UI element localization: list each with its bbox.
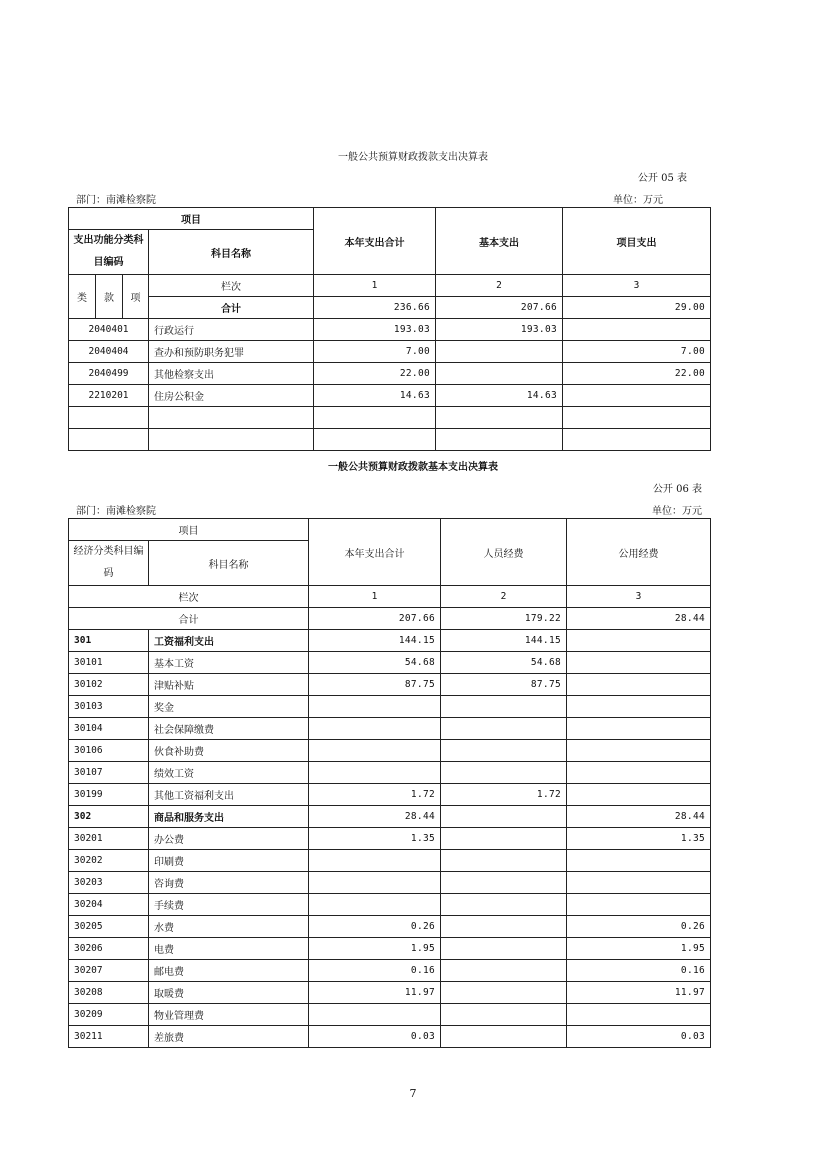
table05-header-xiang: 项: [123, 275, 149, 319]
row-basic: 193.03: [436, 319, 563, 341]
row-public: 11.97: [567, 982, 711, 1004]
table05-col2: 2: [436, 275, 563, 297]
table-row: [69, 960, 711, 982]
row-name: 手续费: [149, 894, 309, 916]
table05-header-lei: 类: [69, 275, 96, 319]
row-code: 30201: [69, 828, 149, 850]
row-name: 其他工资福利支出: [149, 784, 309, 806]
row-name: 行政运行: [149, 319, 314, 341]
row-public: [567, 850, 711, 872]
table06-title: 一般公共预算财政拨款基本支出决算表: [328, 462, 498, 473]
row-personnel: 1.72: [441, 784, 567, 806]
table-row: [69, 784, 711, 806]
row-total: [309, 718, 441, 740]
row-name: 取暖费: [149, 982, 309, 1004]
table06-sum-total: 207.66: [309, 608, 441, 630]
row-project: [563, 385, 711, 407]
row-name: 津贴补贴: [149, 674, 309, 696]
row-code: 30202: [69, 850, 149, 872]
row-public: [567, 696, 711, 718]
table-row: [69, 674, 711, 696]
table05-sum-project: 29.00: [563, 297, 711, 319]
page-number: 7: [409, 1087, 417, 1100]
row-code: 30208: [69, 982, 149, 1004]
row-personnel: 87.75: [441, 674, 567, 696]
row-name: 绩效工资: [149, 762, 309, 784]
row-public: 0.26: [567, 916, 711, 938]
row-total: 144.15: [309, 630, 441, 652]
table-row: [69, 652, 711, 674]
row-total: 0.16: [309, 960, 441, 982]
row-basic: 14.63: [436, 385, 563, 407]
row-public: 1.35: [567, 828, 711, 850]
table-row: [69, 850, 711, 872]
row-name: 印刷费: [149, 850, 309, 872]
table05-lanci: 栏次: [149, 275, 314, 297]
table05-sum-total: 236.66: [314, 297, 436, 319]
row-personnel: [441, 762, 567, 784]
row-code: 30199: [69, 784, 149, 806]
row-name: 住房公积金: [149, 385, 314, 407]
table06-code: 公开 06 表: [652, 484, 702, 495]
row-code: 2040401: [69, 319, 149, 341]
table06-unit: 单位：万元: [652, 506, 702, 517]
row-personnel: [441, 938, 567, 960]
table-row: [69, 938, 711, 960]
row-public: 0.16: [567, 960, 711, 982]
row-name: 电费: [149, 938, 309, 960]
table-row: [69, 696, 711, 718]
row-name: 基本工资: [149, 652, 309, 674]
table05-code: 公开 05 表: [637, 173, 687, 184]
table05-header-func-code: 支出功能分类科目编码: [69, 230, 149, 275]
row-total: 11.97: [309, 982, 441, 1004]
row-public: 28.44: [567, 806, 711, 828]
row-code: 30104: [69, 718, 149, 740]
row-total: [309, 740, 441, 762]
table06-col2: 2: [441, 586, 567, 608]
table-row: [69, 630, 711, 652]
row-public: [567, 630, 711, 652]
table-row: [69, 894, 711, 916]
table05-title: 一般公共预算财政拨款支出决算表: [338, 152, 488, 163]
table06-header-public: 公用经费: [567, 519, 711, 586]
table-row: [69, 319, 711, 341]
row-personnel: [441, 828, 567, 850]
table05-unit: 单位：万元: [613, 195, 663, 206]
row-public: 1.95: [567, 938, 711, 960]
table-row: [69, 363, 711, 385]
row-total: 54.68: [309, 652, 441, 674]
row-project: 22.00: [563, 363, 711, 385]
table05-header-project-exp: 项目支出: [563, 208, 711, 275]
row-code: 30209: [69, 1004, 149, 1026]
row-personnel: [441, 1004, 567, 1026]
row-total: 87.75: [309, 674, 441, 696]
table06-lanci: 栏次: [69, 586, 309, 608]
row-name: 物业管理费: [149, 1004, 309, 1026]
table-row-empty: [69, 407, 711, 429]
table05-header-basic: 基本支出: [436, 208, 563, 275]
row-personnel: [441, 806, 567, 828]
row-public: 0.03: [567, 1026, 711, 1048]
table-row-empty: [69, 429, 711, 451]
row-total: [309, 696, 441, 718]
table05-dept: 部门：南滩检察院: [76, 195, 156, 206]
row-total: 1.72: [309, 784, 441, 806]
row-personnel: 54.68: [441, 652, 567, 674]
table05-header-project: 项目: [69, 208, 314, 230]
row-public: [567, 740, 711, 762]
row-public: [567, 674, 711, 696]
row-public: [567, 894, 711, 916]
table06-sum-personnel: 179.22: [441, 608, 567, 630]
row-public: [567, 762, 711, 784]
row-name: 工资福利支出: [149, 630, 309, 652]
table05: [68, 207, 711, 451]
row-personnel: [441, 982, 567, 1004]
row-total: [309, 894, 441, 916]
row-total: [309, 872, 441, 894]
row-code: 30206: [69, 938, 149, 960]
table06-dept: 部门：南滩检察院: [76, 506, 156, 517]
row-personnel: [441, 872, 567, 894]
row-total: [309, 850, 441, 872]
row-name: 咨询费: [149, 872, 309, 894]
row-personnel: [441, 718, 567, 740]
table-row: [69, 341, 711, 363]
row-code: 30204: [69, 894, 149, 916]
table06-header-subject-name: 科目名称: [149, 541, 309, 586]
row-personnel: [441, 916, 567, 938]
row-personnel: [441, 850, 567, 872]
row-total: [309, 762, 441, 784]
row-code: 30205: [69, 916, 149, 938]
table05-header-subject-name: 科目名称: [149, 230, 314, 275]
row-personnel: [441, 960, 567, 982]
row-code: 2040404: [69, 341, 149, 363]
row-code: 301: [69, 630, 149, 652]
row-public: [567, 652, 711, 674]
row-name: 奖金: [149, 696, 309, 718]
table05-header-total: 本年支出合计: [314, 208, 436, 275]
table05-header-kuan: 款: [96, 275, 123, 319]
row-name: 差旅费: [149, 1026, 309, 1048]
row-total: 28.44: [309, 806, 441, 828]
table-row: [69, 762, 711, 784]
row-code: 30102: [69, 674, 149, 696]
row-code: 2210201: [69, 385, 149, 407]
row-basic: [436, 341, 563, 363]
row-total: 22.00: [314, 363, 436, 385]
table06-header-total: 本年支出合计: [309, 519, 441, 586]
table05-col1: 1: [314, 275, 436, 297]
table-row: [69, 828, 711, 850]
row-code: 30203: [69, 872, 149, 894]
row-total: 1.35: [309, 828, 441, 850]
table-row: [69, 718, 711, 740]
row-basic: [436, 363, 563, 385]
row-code: 302: [69, 806, 149, 828]
table06-col1: 1: [309, 586, 441, 608]
row-name: 办公费: [149, 828, 309, 850]
row-name: 商品和服务支出: [149, 806, 309, 828]
row-name: 水费: [149, 916, 309, 938]
row-code: 30106: [69, 740, 149, 762]
row-personnel: [441, 1026, 567, 1048]
table-row: [69, 740, 711, 762]
row-name: 查办和预防职务犯罪: [149, 341, 314, 363]
table06-sum-label: 合计: [69, 608, 309, 630]
table05-sum-label: 合计: [149, 297, 314, 319]
row-code: 30107: [69, 762, 149, 784]
table-row: [69, 916, 711, 938]
row-personnel: [441, 696, 567, 718]
row-public: [567, 784, 711, 806]
row-name: 社会保障缴费: [149, 718, 309, 740]
table05-col3: 3: [563, 275, 711, 297]
row-public: [567, 1004, 711, 1026]
table05-sum-basic: 207.66: [436, 297, 563, 319]
table06-header-project: 项目: [69, 519, 309, 541]
table-row: [69, 982, 711, 1004]
row-name: 伙食补助费: [149, 740, 309, 762]
row-code: 30103: [69, 696, 149, 718]
row-personnel: 144.15: [441, 630, 567, 652]
table06-col3: 3: [567, 586, 711, 608]
row-public: [567, 872, 711, 894]
row-name: 邮电费: [149, 960, 309, 982]
table-row: [69, 385, 711, 407]
row-total: [309, 1004, 441, 1026]
row-code: 30101: [69, 652, 149, 674]
table06-sum-public: 28.44: [567, 608, 711, 630]
row-personnel: [441, 894, 567, 916]
table-row: [69, 1026, 711, 1048]
table-row: [69, 806, 711, 828]
row-personnel: [441, 740, 567, 762]
row-code: 30207: [69, 960, 149, 982]
row-total: 1.95: [309, 938, 441, 960]
table06-header-econ-code: 经济分类科目编码: [69, 541, 149, 586]
row-total: 193.03: [314, 319, 436, 341]
row-total: 7.00: [314, 341, 436, 363]
row-project: [563, 319, 711, 341]
row-code: 2040499: [69, 363, 149, 385]
row-total: 14.63: [314, 385, 436, 407]
row-project: 7.00: [563, 341, 711, 363]
table-row: [69, 872, 711, 894]
row-code: 30211: [69, 1026, 149, 1048]
table-row: [69, 1004, 711, 1026]
row-total: 0.26: [309, 916, 441, 938]
table06: [68, 518, 711, 1048]
row-public: [567, 718, 711, 740]
table06-header-personnel: 人员经费: [441, 519, 567, 586]
row-total: 0.03: [309, 1026, 441, 1048]
row-name: 其他检察支出: [149, 363, 314, 385]
